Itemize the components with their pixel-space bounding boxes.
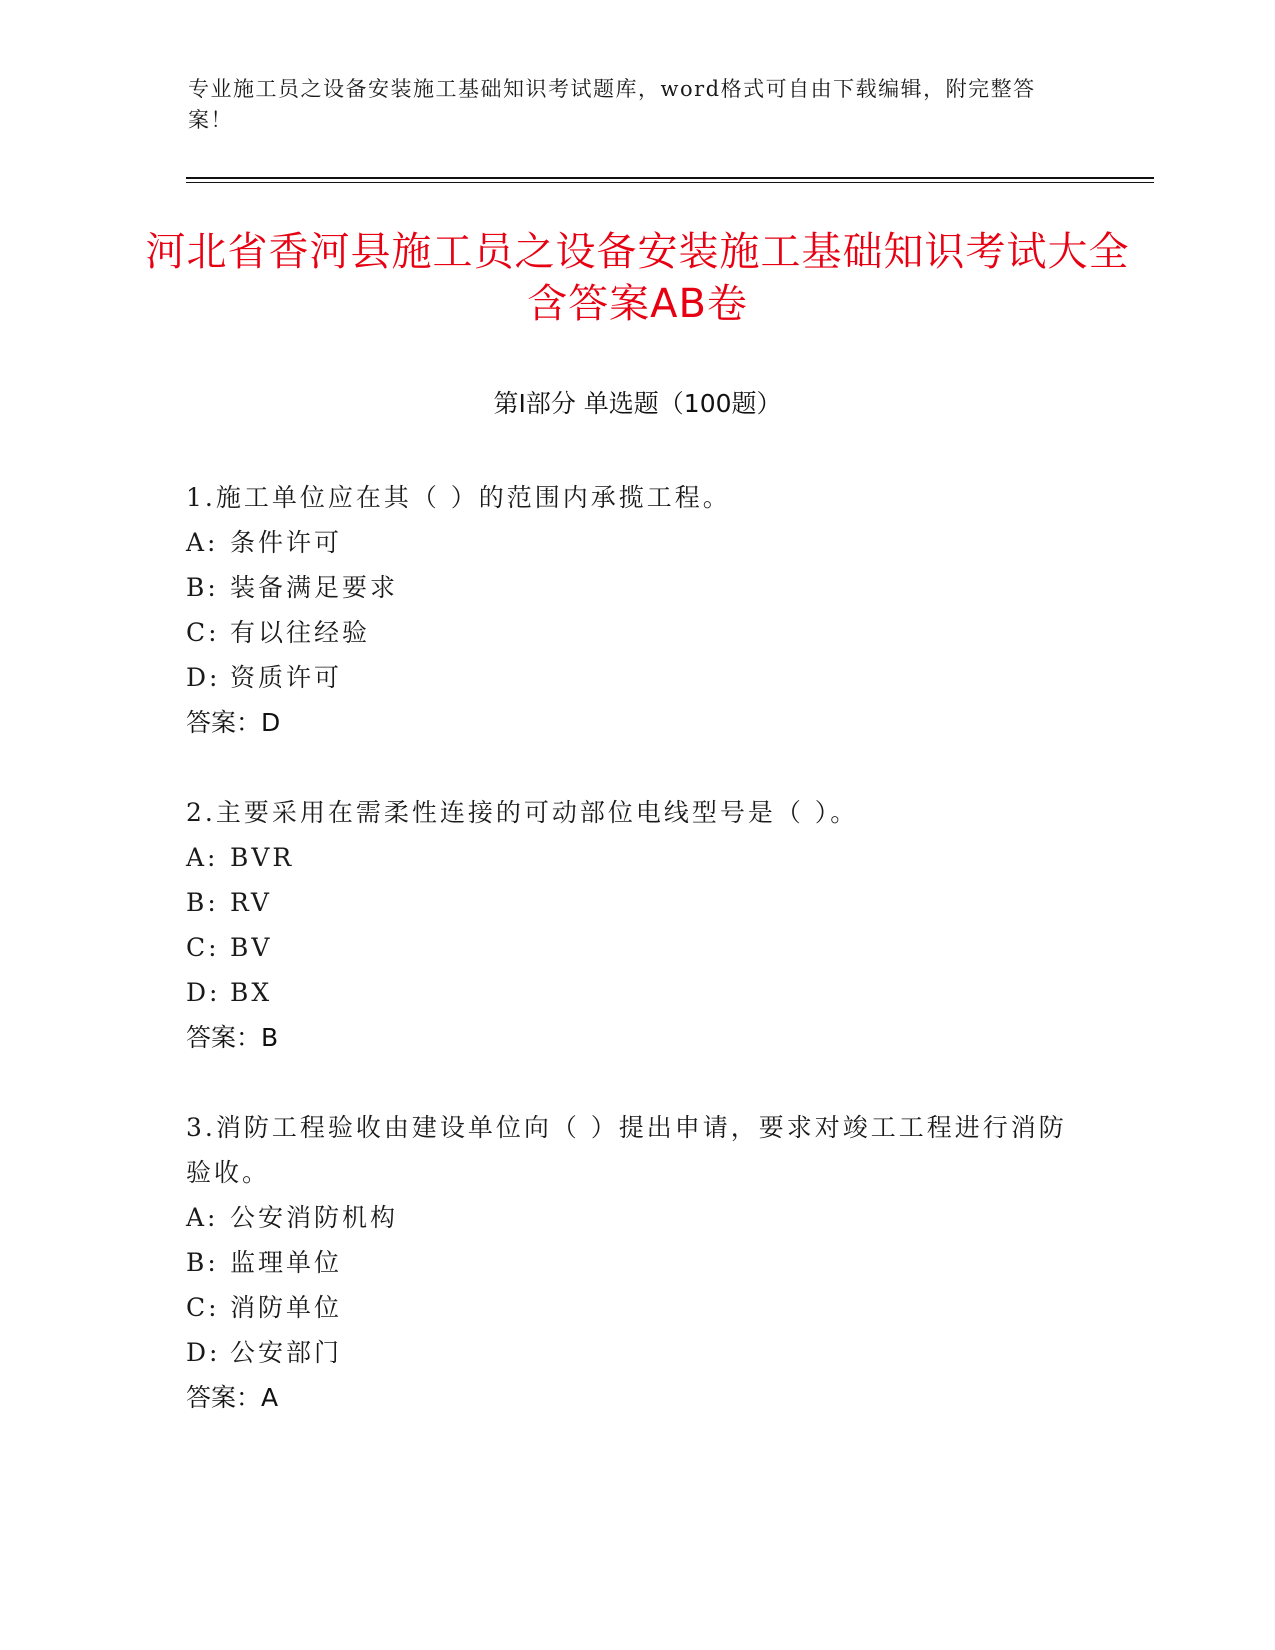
answer-line: 答案：D (186, 708, 281, 737)
option-c (186, 610, 1086, 655)
header-note: 专业施工员之设备安装施工基础知识考试题库，word格式可自由下载编辑，附完整答案！ (188, 77, 1036, 132)
option-d (186, 1330, 1086, 1375)
option-d (186, 655, 1086, 700)
option-text: 有以往经验 (230, 618, 371, 647)
option-c (186, 1285, 1086, 1330)
option-a (186, 835, 1086, 880)
question-stem: 3.消防工程验收由建设单位向（ ）提出申请，要求对竣工工程进行消防验收。 (186, 1113, 1067, 1187)
option-key: A: (186, 843, 219, 872)
option-b (186, 565, 1086, 610)
option-text: 公安消防机构 (230, 1203, 399, 1232)
option-key: C: (186, 933, 220, 962)
header-divider-thin (186, 182, 1154, 183)
question-stem: 2.主要采用在需柔性连接的可动部位电线型号是（ ）。 (186, 798, 859, 827)
option-key: A: (186, 1203, 219, 1232)
question-list (186, 475, 1086, 1465)
option-text: 装备满足要求 (230, 573, 399, 602)
option-b (186, 880, 1086, 925)
option-a (186, 1195, 1086, 1240)
option-key: C: (186, 1293, 220, 1322)
option-text: 监理单位 (230, 1248, 343, 1277)
option-text: 消防单位 (230, 1293, 343, 1322)
option-key: D: (186, 1338, 221, 1367)
option-key: D: (186, 978, 221, 1007)
header-divider-thick (186, 177, 1154, 179)
option-text: BVR (230, 843, 295, 872)
option-text: RV (230, 888, 272, 917)
question-1 (186, 475, 1086, 745)
option-text: 资质许可 (230, 663, 343, 692)
question-stem: 1.施工单位应在其（ ）的范围内承揽工程。 (186, 483, 731, 512)
option-key: A: (186, 528, 219, 557)
option-d (186, 970, 1086, 1015)
answer-line: 答案：B (186, 1023, 279, 1052)
option-c (186, 925, 1086, 970)
question-3 (186, 1105, 1086, 1420)
option-key: B: (186, 1248, 219, 1277)
option-key: C: (186, 618, 220, 647)
option-text: BX (230, 978, 273, 1007)
option-key: B: (186, 888, 219, 917)
document-title: 河北省香河县施工员之设备安装施工基础知识考试大全含答案AB卷 (145, 229, 1130, 327)
option-key: B: (186, 573, 219, 602)
option-key: D: (186, 663, 221, 692)
answer-line: 答案：A (186, 1383, 279, 1412)
section-heading: 第Ⅰ部分 单选题（100题） (493, 389, 782, 418)
option-text: 公安部门 (230, 1338, 343, 1367)
question-2 (186, 790, 1086, 1060)
option-text: 条件许可 (230, 528, 343, 557)
option-a (186, 520, 1086, 565)
option-b (186, 1240, 1086, 1285)
option-text: BV (230, 933, 273, 962)
